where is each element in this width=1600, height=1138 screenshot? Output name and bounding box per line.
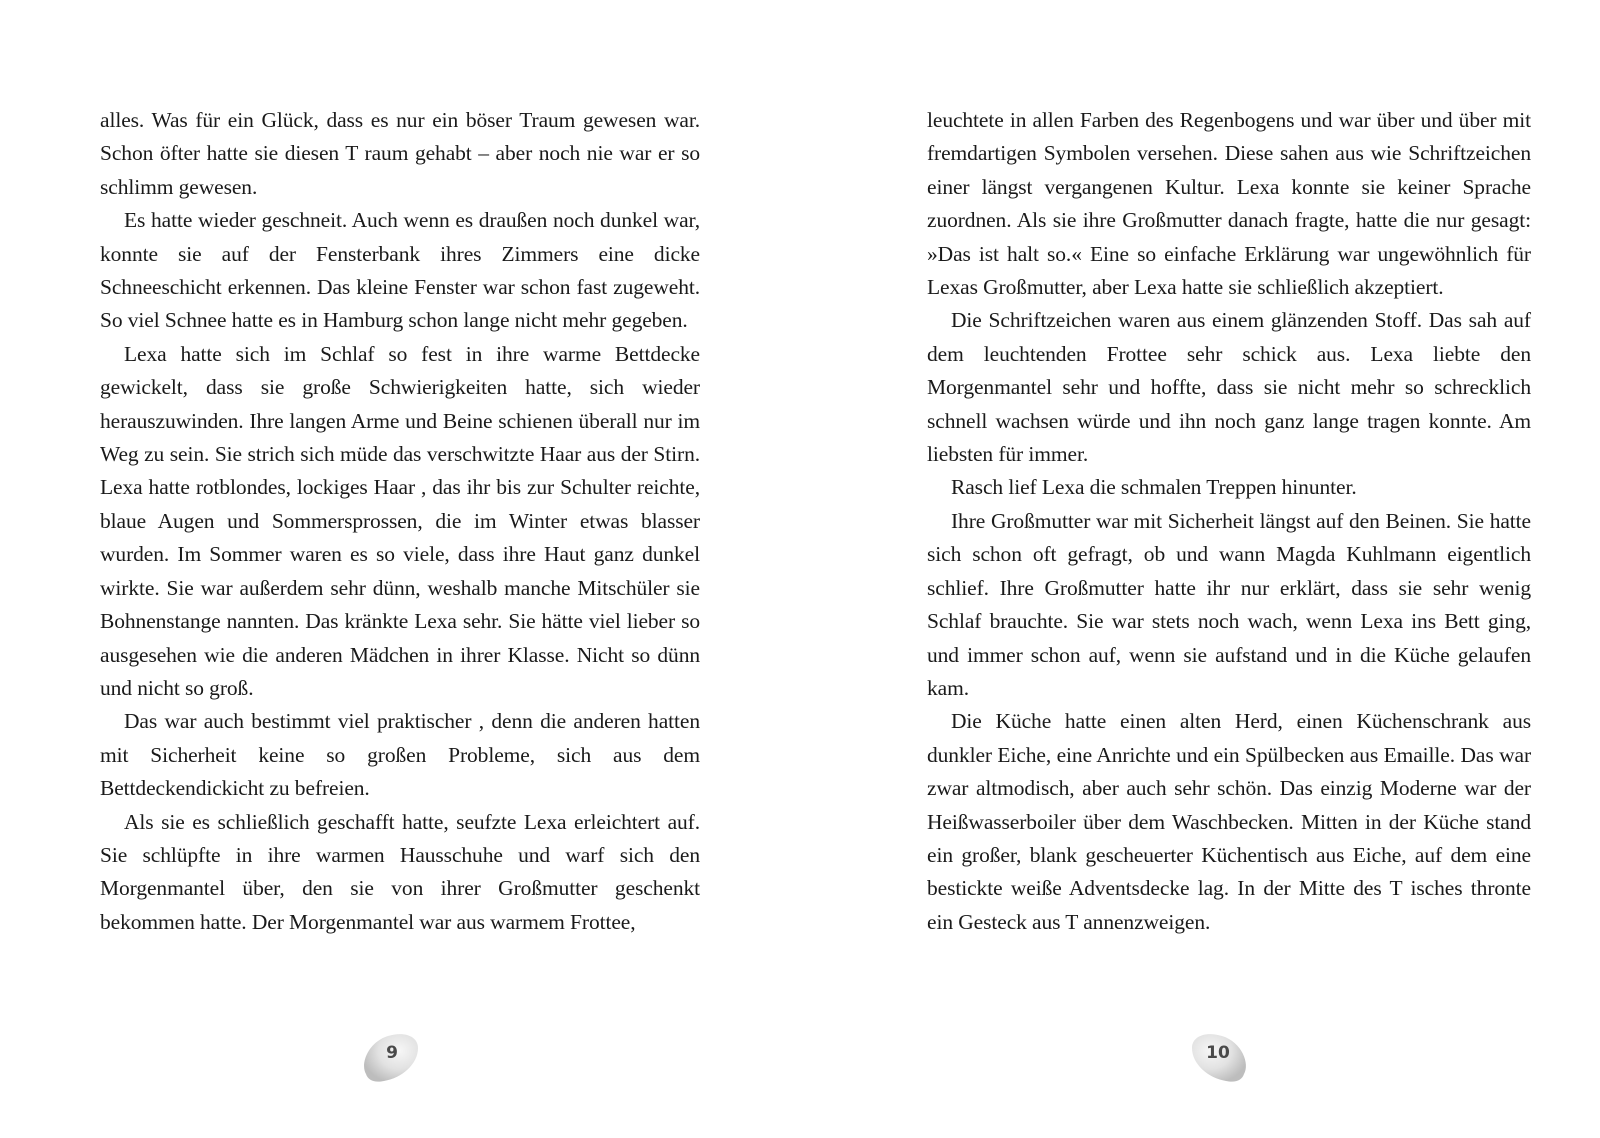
paragraph: Ihre Großmutter war mit Sicherheit längst auf den Beinen. Sie hatte sich schon oft gefragt, ob und wann Magda Kuhlmann eigentlich schlief. Ihre Großmutter hatte ihr nur erklärt, dass sie sehr wenig Schlaf brauchte. Sie war stets noch wach, wenn Lexa ins Bett ging, und immer schon auf, wenn sie aufstand und in die Küche gelaufen kam. [927, 508, 1531, 700]
paragraph: Die Schriftzeichen waren aus einem glänzenden Stoff. Das sah auf dem leuchtenden Frottee sehr schick aus. Lexa liebte den Morgenmantel sehr und hoffte, dass sie nicht mehr so schrecklich schnell wachsen würde und ihn noch ganz lange tragen konnte. Am liebsten für immer. [927, 308, 1531, 467]
left-page-text [100, 104, 700, 939]
paragraph: Als sie es schließlich geschafft hatte, seufzte Lexa erleichtert auf. Sie schlüpfte in ihre warmen Hausschuhe und warf sich den Morgenmantel über, den sie von ihrer Großmutter geschenkt bekommen hatte. Der Morgenmantel war aus warmem Frottee, [100, 809, 700, 934]
page-number: 9 [386, 1043, 398, 1063]
page-number-badge [1190, 1030, 1252, 1084]
paragraph: Lexa hatte sich im Schlaf so fest in ihre warme Bettdecke gewickelt, dass sie große Schwierigkeiten hatte, sich wieder herauszuwinden. Ihre langen Arme und Beine schienen überall nur im Weg zu sein. Sie strich sich müde das verschwitzte Haar aus der Stirn. Lexa hatte rotblondes, lockiges Haar , das ihr bis zur Schulter reichte, blaue Augen und Sommersprossen, die im Winter etwas blasser wurden. Im Sommer waren es so viele, dass ihre Haut ganz dunkel wirkte. Sie war außerdem sehr dünn, weshalb manche Mitschüler sie Bohnenstange nannten. Das kränkte Lexa sehr. Sie hätte viel lieber so ausgesehen wie die anderen Mädchen in ihrer Klasse. Nicht so dünn und nicht so groß. [100, 341, 700, 700]
page-number-badge [358, 1030, 420, 1084]
right-page-text [927, 104, 1531, 939]
paragraph: Rasch lief Lexa die schmalen Treppen hinunter. [951, 475, 1357, 500]
paragraph: Die Küche hatte einen alten Herd, einen Küchenschrank aus dunkler Eiche, eine Anrichte und ein Spülbecken aus Emaille. Das war zwar altmodisch, aber auch sehr schön. Das einzig Moderne war der Heißwasserboiler über dem Waschbecken. Mitten in der Küche stand ein großer, blank gescheuerter Küchentisch aus Eiche, auf dem eine bestickte weiße Adventsdecke lag. In der Mitte des T isches thronte ein Gesteck aus T annenzweigen. [927, 709, 1531, 934]
paragraph: leuchtete in allen Farben des Regenbogens und war über und über mit fremdartigen Symbolen versehen. Diese sahen aus wie Schriftzeichen einer längst vergangenen Kultur. Lexa konnte sie keiner Sprache zuordnen. Als sie ihre Großmutter danach fragte, hatte die nur gesagt: »Das ist halt so.« Eine so einfache Erklärung war ungewöhnlich für Lexas Großmutter, aber Lexa hatte sie schließlich akzeptiert. [927, 108, 1531, 300]
page-number: 10 [1206, 1043, 1230, 1063]
paragraph: alles. Was für ein Glück, dass es nur ein böser Traum gewesen war. Schon öfter hatte sie diesen T raum gehabt – aber noch nie war er so schlimm gewesen. [100, 108, 700, 199]
right-page [800, 0, 1600, 1138]
paragraph: Es hatte wieder geschneit. Auch wenn es draußen noch dunkel war, konnte sie auf der Fensterbank ihres Zimmers eine dicke Schneeschicht erkennen. Das kleine Fenster war schon fast zugeweht. So viel Schnee hatte es in Hamburg schon lange nicht mehr gegeben. [100, 208, 700, 333]
paragraph: Das war auch bestimmt viel praktischer , denn die anderen hatten mit Sicherheit keine so großen Probleme, sich aus dem Bettdeckendickicht zu befreien. [100, 709, 700, 801]
